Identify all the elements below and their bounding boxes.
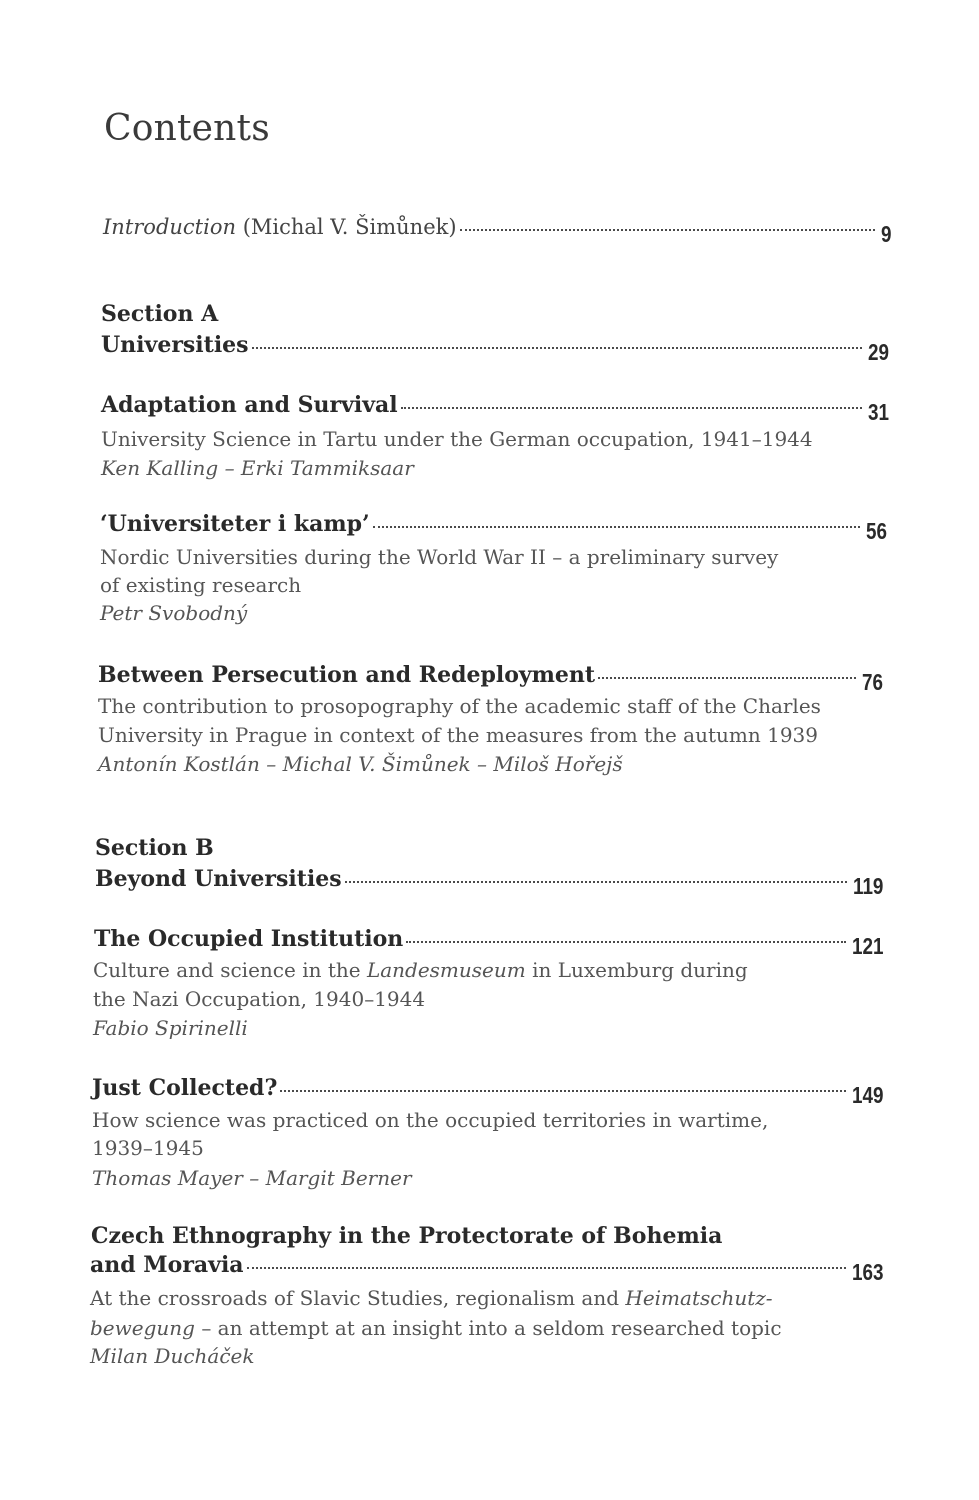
entry-subtitle: bewegung – an attempt at an insight into a seldom researched topic [90, 1316, 782, 1340]
entry-subtitle: At the crossroads of Slavic Studies, regionalism and Heimatschutz- [90, 1286, 773, 1310]
dot-leader [247, 1267, 846, 1269]
page-number: 31 [868, 399, 890, 425]
heimatschutz-italic: Heimatschutz- [625, 1286, 773, 1310]
page-number: 29 [868, 339, 890, 365]
entry-authors: Antonín Kostlán – Michal V. Šimůnek – Miloš Hořejš [98, 752, 623, 776]
entry-subtitle: University in Prague in context of the measures from the autumn 1939 [98, 723, 818, 747]
section-a-label: Section A [101, 301, 219, 327]
dot-leader [345, 881, 847, 883]
toc-entry-just-collected[interactable] [92, 1074, 890, 1108]
toc-entry-between-persecution-and-redeployment[interactable] [98, 661, 888, 695]
entry-subtitle: Nordic Universities during the World War II – a preliminary survey [100, 545, 779, 569]
dot-leader [280, 1090, 845, 1092]
entry-authors: Ken Kalling – Erki Tammiksaar [101, 456, 414, 480]
toc-entry-section-a[interactable] [101, 331, 894, 365]
dot-leader [406, 941, 845, 943]
entry-title-line2: and Moravia [90, 1252, 244, 1278]
section-b-label: Section B [95, 835, 214, 861]
entry-title: Adaptation and Survival [101, 392, 398, 418]
bewegung-italic: bewegung [90, 1316, 195, 1340]
dot-leader [252, 347, 863, 349]
toc-entry-introduction[interactable] [103, 213, 894, 247]
intro-title: Introduction [103, 215, 236, 239]
section-a-title: Universities [101, 332, 249, 358]
toc-entry-universiteter-i-kamp[interactable] [100, 510, 892, 544]
toc-entry-section-b[interactable] [95, 865, 890, 899]
page-number: 76 [862, 669, 884, 695]
dot-leader [598, 677, 856, 679]
dot-leader [401, 407, 863, 409]
page-number: 119 [852, 873, 884, 899]
entry-subtitle: Culture and science in the Landesmuseum in Luxemburg during [93, 958, 748, 982]
page-number: 121 [851, 933, 884, 959]
page-title: Contents [104, 108, 270, 149]
entry-title-line1[interactable]: Czech Ethnography in the Protectorate of Bohemia [91, 1223, 723, 1249]
page-number: 9 [881, 221, 892, 247]
entry-subtitle: The contribution to prosopography of the academic staff of the Charles [98, 694, 821, 718]
entry-authors: Milan Ducháček [90, 1344, 255, 1368]
toc-entry-czech-ethnography[interactable] [90, 1251, 890, 1285]
page-number: 56 [866, 518, 888, 544]
entry-authors: Fabio Spirinelli [93, 1016, 248, 1040]
entry-title: Just Collected? [92, 1075, 278, 1101]
entry-subtitle: University Science in Tartu under the German occupation, 1941–1944 [101, 427, 813, 451]
page-number: 163 [851, 1259, 884, 1285]
entry-title: The Occupied Institution [94, 926, 404, 952]
entry-subtitle: of existing research [100, 573, 302, 597]
entry-subtitle: How science was practiced on the occupied territories in wartime, [92, 1108, 769, 1132]
entry-subtitle: the Nazi Occupation, 1940–1944 [93, 987, 426, 1011]
entry-authors: Thomas Mayer – Margit Berner [92, 1166, 412, 1190]
entry-authors: Petr Svobodný [100, 601, 248, 625]
entry-title: ‘Universiteter i kamp’ [100, 511, 370, 537]
intro-author: (Michal V. Šimůnek) [242, 215, 457, 239]
toc-entry-the-occupied-institution[interactable] [94, 925, 890, 959]
dot-leader [373, 526, 861, 528]
page-number: 149 [851, 1082, 884, 1108]
landesmuseum-italic: Landesmuseum [366, 958, 526, 982]
entry-title: Between Persecution and Redeployment [98, 662, 596, 688]
toc-entry-adaptation-and-survival[interactable] [101, 391, 894, 425]
entry-subtitle: 1939–1945 [92, 1136, 204, 1160]
dot-leader [460, 229, 876, 231]
section-b-title: Beyond Universities [95, 866, 342, 892]
